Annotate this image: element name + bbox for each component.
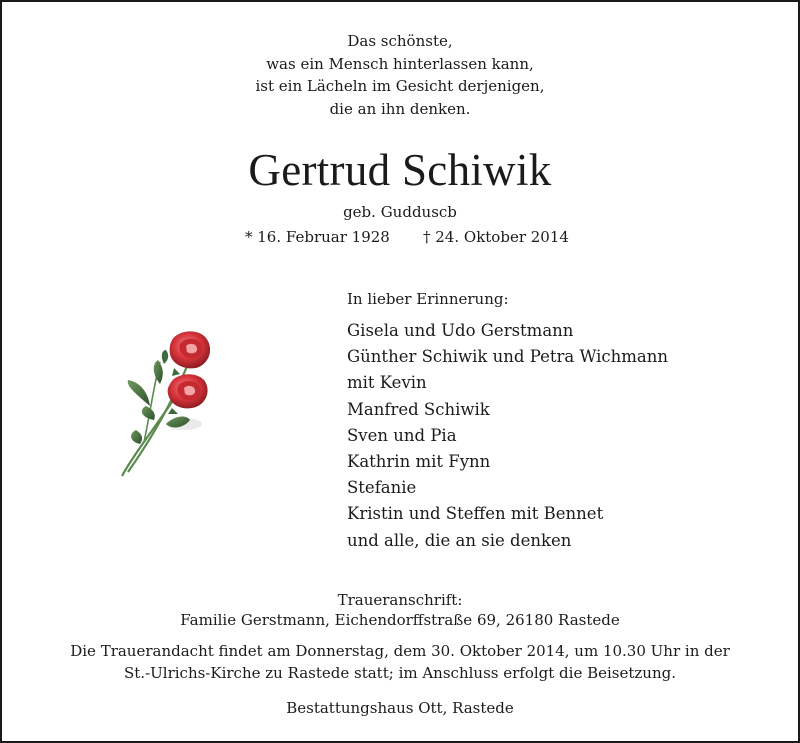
mourner-item: Stefanie	[347, 478, 417, 498]
deceased-name: Gertrud Schiwik	[248, 145, 552, 195]
mourner-item: Günther Schiwik und Petra Wichmann	[347, 347, 669, 367]
mourner-item: Kathrin mit Fynn	[347, 452, 491, 472]
mourner-item: Sven und Pia	[347, 425, 457, 445]
mourners-list	[347, 318, 668, 554]
poem-line: die an ihn denken.	[329, 99, 471, 118]
mourner-item: Gisela und Udo Gerstmann	[347, 321, 574, 340]
birth-date: * 16. Februar 1928	[245, 228, 390, 246]
address-label: Traueranschrift:	[337, 591, 463, 609]
poem-line: Das schönste,	[347, 32, 453, 50]
service-line: Die Trauerandacht findet am Donnerstag, dem 30. Oktober 2014, um 10.30 Uhr in der	[70, 642, 730, 660]
mourner-item: und alle, die an sie denken	[347, 530, 572, 550]
mourner-item: Manfred Schiwik	[347, 399, 490, 419]
poem-line: ist ein Lächeln im Gesicht derjenigen,	[255, 77, 545, 95]
service-info	[2, 640, 798, 684]
address-text: Familie Gerstmann, Eichendorffstraße 69, 26180 Rastede	[180, 611, 620, 629]
memory-title: In lieber Erinnerung:	[347, 290, 509, 308]
funeral-home: Bestattungshaus Ott, Rastede	[286, 699, 514, 717]
mourner-item: mit Kevin	[347, 373, 427, 393]
poem	[2, 30, 798, 120]
mourner-item: Kristin und Steffen mit Bennet	[347, 504, 604, 524]
service-line: St.-Ulrichs-Kirche zu Rastede statt; im Anschluss erfolgt die Beisetzung.	[124, 664, 676, 682]
rose-icon	[114, 324, 226, 488]
poem-line: was ein Mensch hinterlassen kann,	[266, 54, 534, 73]
birth-name: geb. Gudduscb	[343, 203, 457, 221]
death-date: † 24. Oktober 2014	[423, 228, 569, 246]
